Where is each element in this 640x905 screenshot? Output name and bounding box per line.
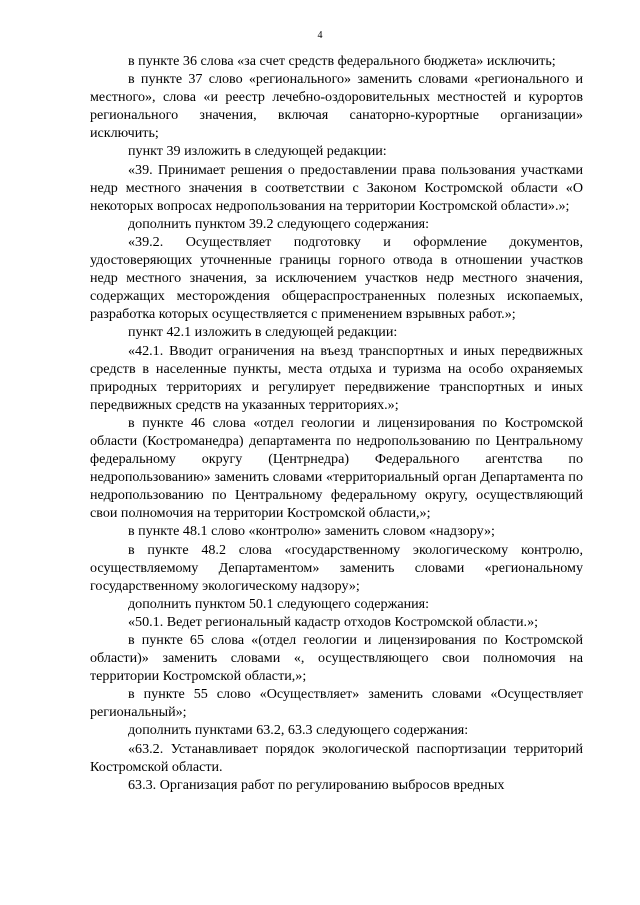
paragraph: пункт 42.1 изложить в следующей редакции: bbox=[128, 324, 398, 341]
paragraph: в пункте 55 слово «Осуществляет» заменить словами «Осуществляет региональный»; bbox=[90, 686, 583, 721]
paragraph: в пункте 36 слова «за счет средств федерального бюджета» исключить; bbox=[128, 53, 556, 69]
paragraph: дополнить пунктами 63.2, 63.3 следующего содержания: bbox=[128, 722, 469, 739]
paragraph: дополнить пунктом 39.2 следующего содержания: bbox=[128, 215, 430, 232]
paragraph: в пункте 65 слова «(отдел геологии и лицензирования по Костромской области)» заменить словами «, осуществляющего свои полномочия на территории Костромской области,»; bbox=[90, 632, 583, 685]
page-number: 4 bbox=[317, 30, 323, 41]
paragraph: дополнить пунктом 50.1 следующего содержания: bbox=[128, 595, 430, 612]
paragraph: 63.3. Организация работ по регулированию выбросов вредных bbox=[128, 776, 505, 793]
paragraph: «42.1. Вводит ограничения на въезд транспортных и иных передвижных средств в населенные пункты, места отдыха и туризма на особо охраняемых природных территориях и регулирует передвижение транспортных и иных передвижных средств на указанных территориях.»; bbox=[90, 342, 583, 413]
paragraph: «39. Принимает решения о предоставлении права пользования участками недр местного значения в соответствии с Законом Костромской области «О некоторых вопросах недропользования на территории Костромской области».»; bbox=[90, 161, 583, 214]
paragraph: пункт 39 изложить в следующей редакции: bbox=[128, 143, 387, 160]
paragraph: в пункте 48.1 слово «контролю» заменить словом «надзору»; bbox=[128, 523, 495, 540]
document-body bbox=[90, 52, 583, 794]
paragraph: «50.1. Ведет региональный кадастр отходов Костромской области.»; bbox=[128, 613, 539, 630]
paragraph: в пункте 48.2 слова «государственному экологическому контролю, осуществляемому Департаментом» заменить словами «региональному государственному экологическому надзору»; bbox=[90, 541, 583, 594]
paragraph: в пункте 37 слово «регионального» заменить словами «регионального и местного», слова «и реестр лечебно-оздоровительных местностей и курортов регионального значения, включая санаторно-курортные организации» исключить; bbox=[90, 71, 583, 142]
paragraph: «63.2. Устанавливает порядок экологической паспортизации территорий Костромской области. bbox=[90, 740, 583, 775]
paragraph: в пункте 46 слова «отдел геологии и лицензирования по Костромской области (Костроманедра) департамента по недропользованию по Центральному федеральному округу (Центрнедра) Федерального агентства по недропользованию» заменить словами «территориальный орган Департамента по недропользованию по Центральному федеральному округу, осуществляющий свои полномочия на территории Костромской области,»; bbox=[90, 414, 583, 522]
paragraph: «39.2. Осуществляет подготовку и оформление документов, удостоверяющих уточненные границы горного отвода в отношении участков недр местного значения, за исключением участков недр местного значения, содержащих месторождения общераспространенных полезных ископаемых, разработка которых осуществляется с применением взрывных работ.»; bbox=[90, 233, 583, 323]
